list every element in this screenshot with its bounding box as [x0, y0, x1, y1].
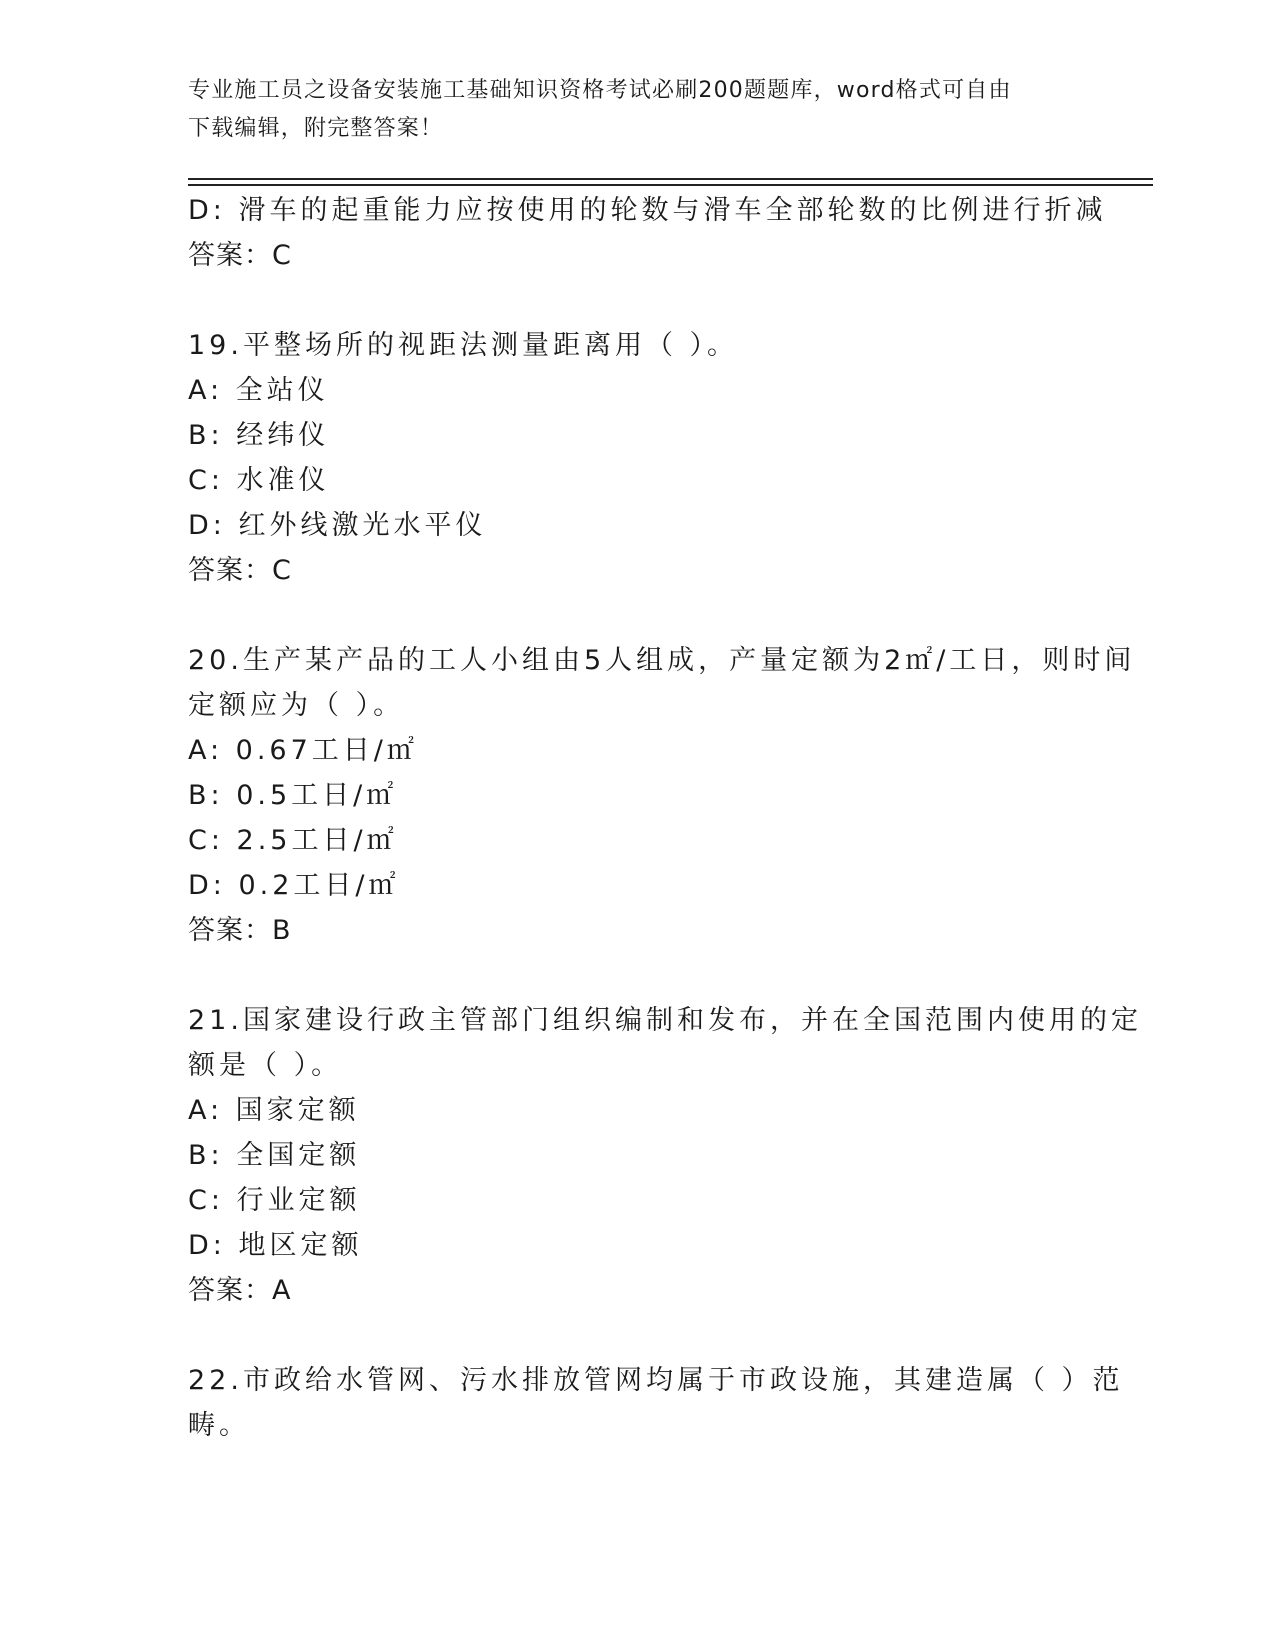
option-c: C: 行业定额 — [188, 1185, 361, 1216]
option-d: D: 红外线激光水平仪 — [188, 510, 487, 541]
header-line-1: 专业施工员之设备安装施工基础知识资格考试必刷200题题库，word格式可自由 — [188, 78, 1012, 103]
question-content — [188, 188, 1142, 1448]
option-d: D: 0.2工日/㎡ — [188, 870, 400, 901]
question-21 — [188, 998, 1142, 1313]
question-text-line-1: 21.国家建设行政主管部门组织编制和发布，并在全国范围内使用的定 — [188, 1005, 1142, 1036]
question-19 — [188, 323, 1088, 593]
question-22 — [188, 1358, 1124, 1448]
option-a: A: 国家定额 — [188, 1095, 360, 1126]
answer: 答案：A — [188, 1275, 292, 1306]
question-text-line-2: 定额应为（ ）。 — [188, 690, 405, 721]
question-text-line-2: 畴。 — [188, 1410, 250, 1441]
option-c: C: 水准仪 — [188, 465, 330, 496]
option-a: A: 0.67工日/㎡ — [188, 735, 418, 766]
header-line-2: 下载编辑，附完整答案！ — [188, 116, 444, 141]
document-header — [188, 72, 1068, 148]
option-d: D: 滑车的起重能力应按使用的轮数与滑车全部轮数的比例进行折减 — [188, 195, 1107, 226]
header-divider-top — [188, 178, 1153, 180]
option-b: B: 经纬仪 — [188, 420, 330, 451]
option-b: B: 0.5工日/㎡ — [188, 780, 398, 811]
question-text-line-1: 20.生产某产品的工人小组由5人组成，产量定额为2㎡/工日，则时间 — [188, 645, 1136, 676]
answer: 答案：C — [188, 555, 292, 586]
question-text-line-2: 额是（ ）。 — [188, 1050, 343, 1081]
question-text-line-1: 22.市政给水管网、污水排放管网均属于市政设施，其建造属（ ）范 — [188, 1365, 1124, 1396]
option-d: D: 地区定额 — [188, 1230, 363, 1261]
header-divider-bottom — [188, 184, 1153, 186]
option-a: A: 全站仪 — [188, 375, 329, 406]
option-c: C: 2.5工日/㎡ — [188, 825, 398, 856]
answer: 答案：C — [188, 240, 292, 271]
answer: 答案：B — [188, 915, 292, 946]
question-text: 19.平整场所的视距法测量距离用（ ）。 — [188, 330, 739, 361]
option-b: B: 全国定额 — [188, 1140, 361, 1171]
question-20 — [188, 638, 1136, 953]
